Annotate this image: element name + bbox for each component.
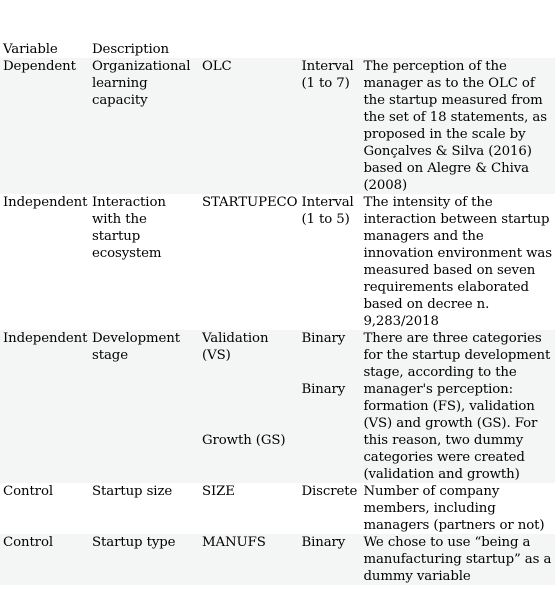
row-description: Startup type xyxy=(89,534,199,585)
row-code: STARTUPECO xyxy=(202,195,298,210)
row-scale: Interval (1 to 7) xyxy=(298,58,360,194)
row-measure: We chose to use “being a manufacturing startup” as a dummy variable xyxy=(360,534,555,585)
table-row xyxy=(0,58,555,194)
row-code-2: Growth (GS) xyxy=(202,433,286,448)
header-col3 xyxy=(199,41,298,58)
table-row xyxy=(0,330,555,483)
header-col4 xyxy=(298,41,360,58)
header-col5 xyxy=(360,41,555,58)
row-scale: Interval (1 to 5) xyxy=(301,195,354,227)
row-code: OLC xyxy=(199,58,298,194)
row-type: Control xyxy=(3,484,54,499)
row-code: Validation (VS) xyxy=(202,331,269,363)
header-description: Description xyxy=(92,42,169,57)
row-type: Dependent xyxy=(0,58,89,194)
row-measure: Number of company members, including managers (partners or not) xyxy=(363,484,545,533)
row-description: Organizational learning capacity xyxy=(89,58,199,194)
row-measure: The perception of the manager as to the OLC of the startup measured from the set of 18 statements, as proposed in the scale by Gonçalves & Silva (2016) based on Alegre & Chiva (2008) xyxy=(360,58,555,194)
row-description: Interaction with the startup ecosystem xyxy=(92,195,166,261)
row-scale-2: Binary xyxy=(301,382,346,397)
row-measure: There are three categories for the startup development stage, according to the manager's perception: formation (FS), validation (VS) and growth (GS). For this reason, two dummy categories were created (validation and growth) xyxy=(360,330,555,483)
row-measure: The intensity of the interaction between startup managers and the innovation environment was measured based on seven requirements elaborated based on decree n. 9,283/2018 xyxy=(363,195,552,329)
row-type: Independent xyxy=(3,195,88,210)
table-row xyxy=(0,194,555,330)
row-code: MANUFS xyxy=(199,534,298,585)
row-scale: Discrete xyxy=(301,484,358,499)
row-type: Independent xyxy=(0,330,89,483)
table-header-row xyxy=(0,41,555,58)
row-type: Control xyxy=(0,534,89,585)
table-row xyxy=(0,483,555,534)
row-code-cell xyxy=(199,330,298,483)
row-scale-cell xyxy=(298,330,360,483)
row-description: Startup size xyxy=(92,484,173,499)
variables-table xyxy=(0,41,555,585)
header-variable: Variable xyxy=(3,42,58,57)
row-scale: Binary xyxy=(298,534,360,585)
row-code: SIZE xyxy=(202,484,235,499)
row-scale: Binary xyxy=(301,331,346,346)
row-description: Development stage xyxy=(89,330,199,483)
table-row xyxy=(0,534,555,585)
